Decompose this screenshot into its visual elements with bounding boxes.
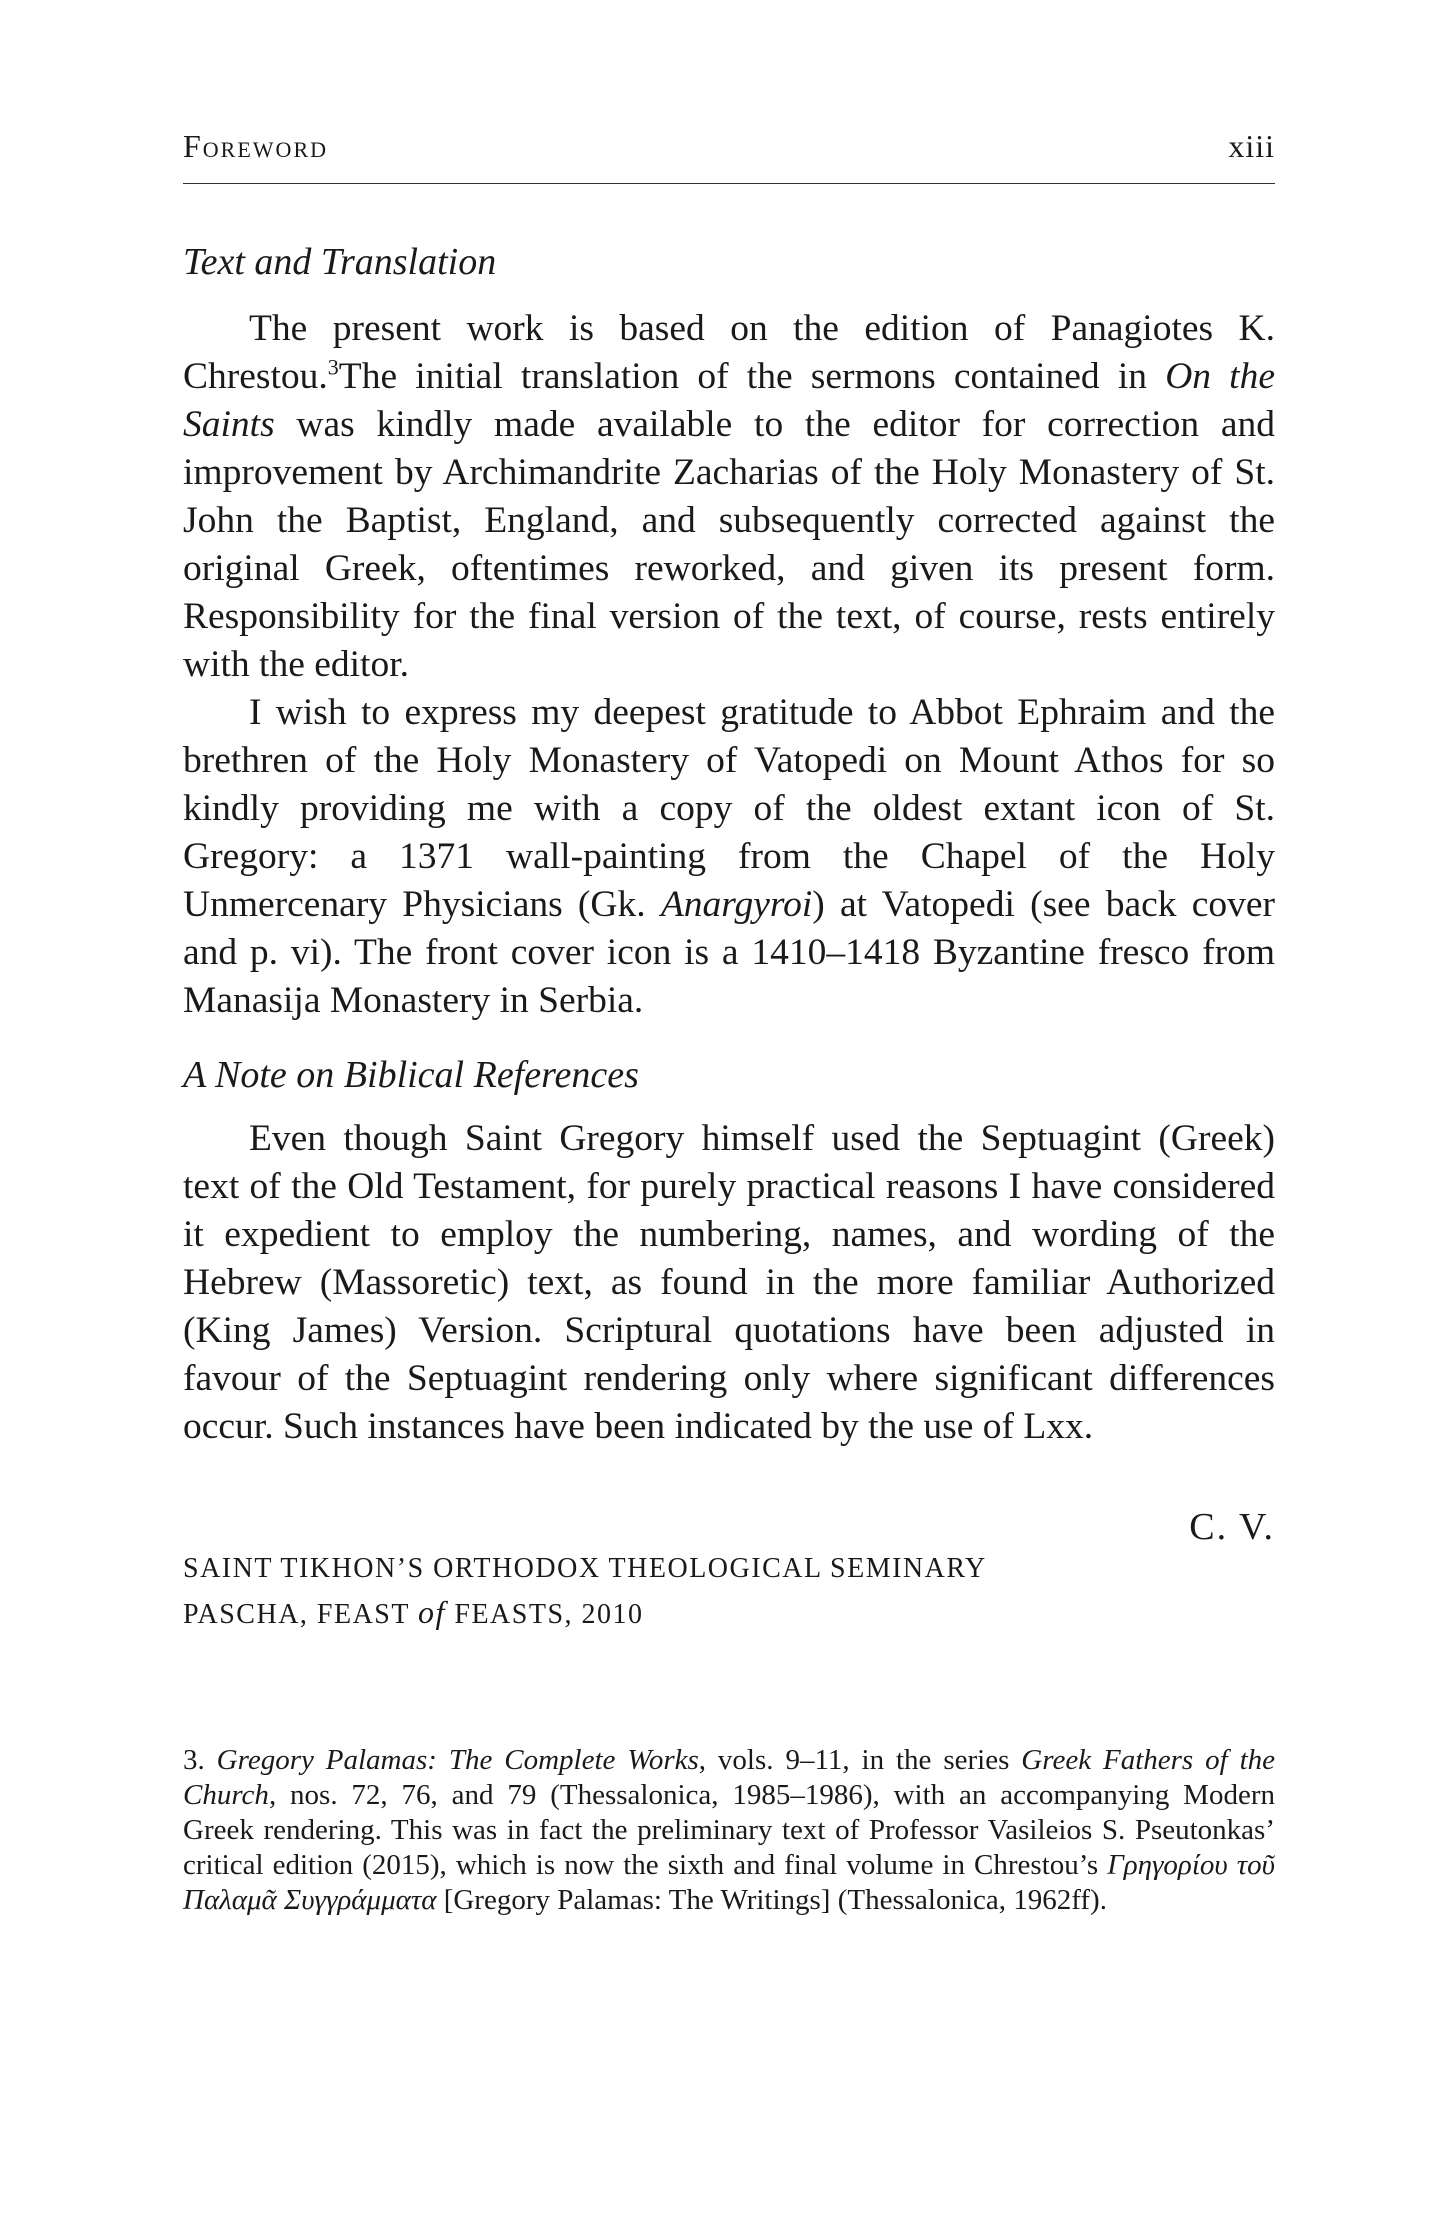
text: , nos. 72, 76, and 79 (Thessalonica, 1985–1986), with an accompanying Modern Greek rendering. This was in fact the preliminary text of Professor Vasileios S. Pseutonkas’ critical edition (2015), which is now the sixth and final volume in Chrestou’s [183, 1779, 1275, 1881]
dateline-institution: SAINT TIKHON’S ORTHODOX THEOLOGICAL SEMINARY [183, 1553, 987, 1584]
footnote-number: 3. [183, 1744, 217, 1776]
text: , vols. 9–11, in the series [698, 1744, 1022, 1776]
text: The initial translation of the sermons contained in [338, 356, 1166, 397]
text: was kindly made available to the editor for correction and improvement by Archimandrite Zacharias of the Holy Monastery of St. John the Baptist, England, and subsequently corrected against the original Greek, oftentimes reworked, and given its present form. Responsibility for the final version of the text, of course, rests entirely with the editor. [183, 404, 1275, 685]
running-head-title: Foreword [183, 128, 329, 164]
paragraph [183, 305, 1275, 689]
greek-term-italic: Anargyroi [660, 884, 813, 925]
section-heading-text-and-translation: Text and Translation [183, 241, 497, 283]
footnote-3 [183, 1743, 1275, 1918]
dateline-date [183, 1594, 644, 1631]
greek-title-italic: Γρηγορίου τοῦ Παλαμᾶ Συγγράμματα [183, 1849, 1275, 1916]
text: PASCHA, FEAST [183, 1599, 418, 1630]
signature-initials: C. V. [1189, 1506, 1275, 1548]
text: I wish to express my deepest gratitude to Abbot Ephraim and the brethren of the Holy Monastery of Vatopedi on Mount Athos for so kindly providing me with a copy of the oldest extant icon of St. Gregory: a 1371 wall-painting from the Chapel of the Holy Unmercenary Physicians (Gk. [183, 692, 1275, 925]
section1-body [183, 305, 1275, 1025]
page-number: xiii [1228, 128, 1275, 164]
running-head [183, 128, 1275, 165]
footnote-reference: 3 [327, 354, 339, 380]
text-italic: of [417, 1594, 446, 1630]
text: The present work is based on the edition of Panagiotes K. Chrestou. [183, 308, 1275, 397]
text: [Gregory Palamas: The Writings] (Thessalonica, 1962ff). [436, 1884, 1107, 1916]
book-title-italic: On the Saints [183, 356, 1275, 445]
section-heading-biblical-references: A Note on Biblical References [183, 1054, 639, 1096]
section2-body [183, 1115, 1275, 1451]
text: ) at Vatopedi (see back cover and p. vi). The front cover icon is a 1410–1418 Byzantine fresco from Manasija Monastery in Serbia. [183, 884, 1275, 1021]
text: FEASTS, 2010 [445, 1599, 644, 1630]
footnote-text [183, 1743, 1275, 1918]
paragraph [183, 689, 1275, 1025]
header-rule [183, 183, 1275, 184]
series-italic: Greek Fathers of the Church [183, 1744, 1276, 1811]
paragraph: Even though Saint Gregory himself used the Septuagint (Greek) text of the Old Testament, for purely practical reasons I have considered it expedient to employ the numbering, names, and wording of the Hebrew (Massoretic) text, as found in the more familiar Authorized (King James) Version. Scriptural quotations have been adjusted in favour of the Septuagint rendering only where significant differences occur. Such instances have been indicated by the use of Lxx. [183, 1118, 1275, 1447]
title-italic: Gregory Palamas: The Complete Works [216, 1744, 699, 1776]
